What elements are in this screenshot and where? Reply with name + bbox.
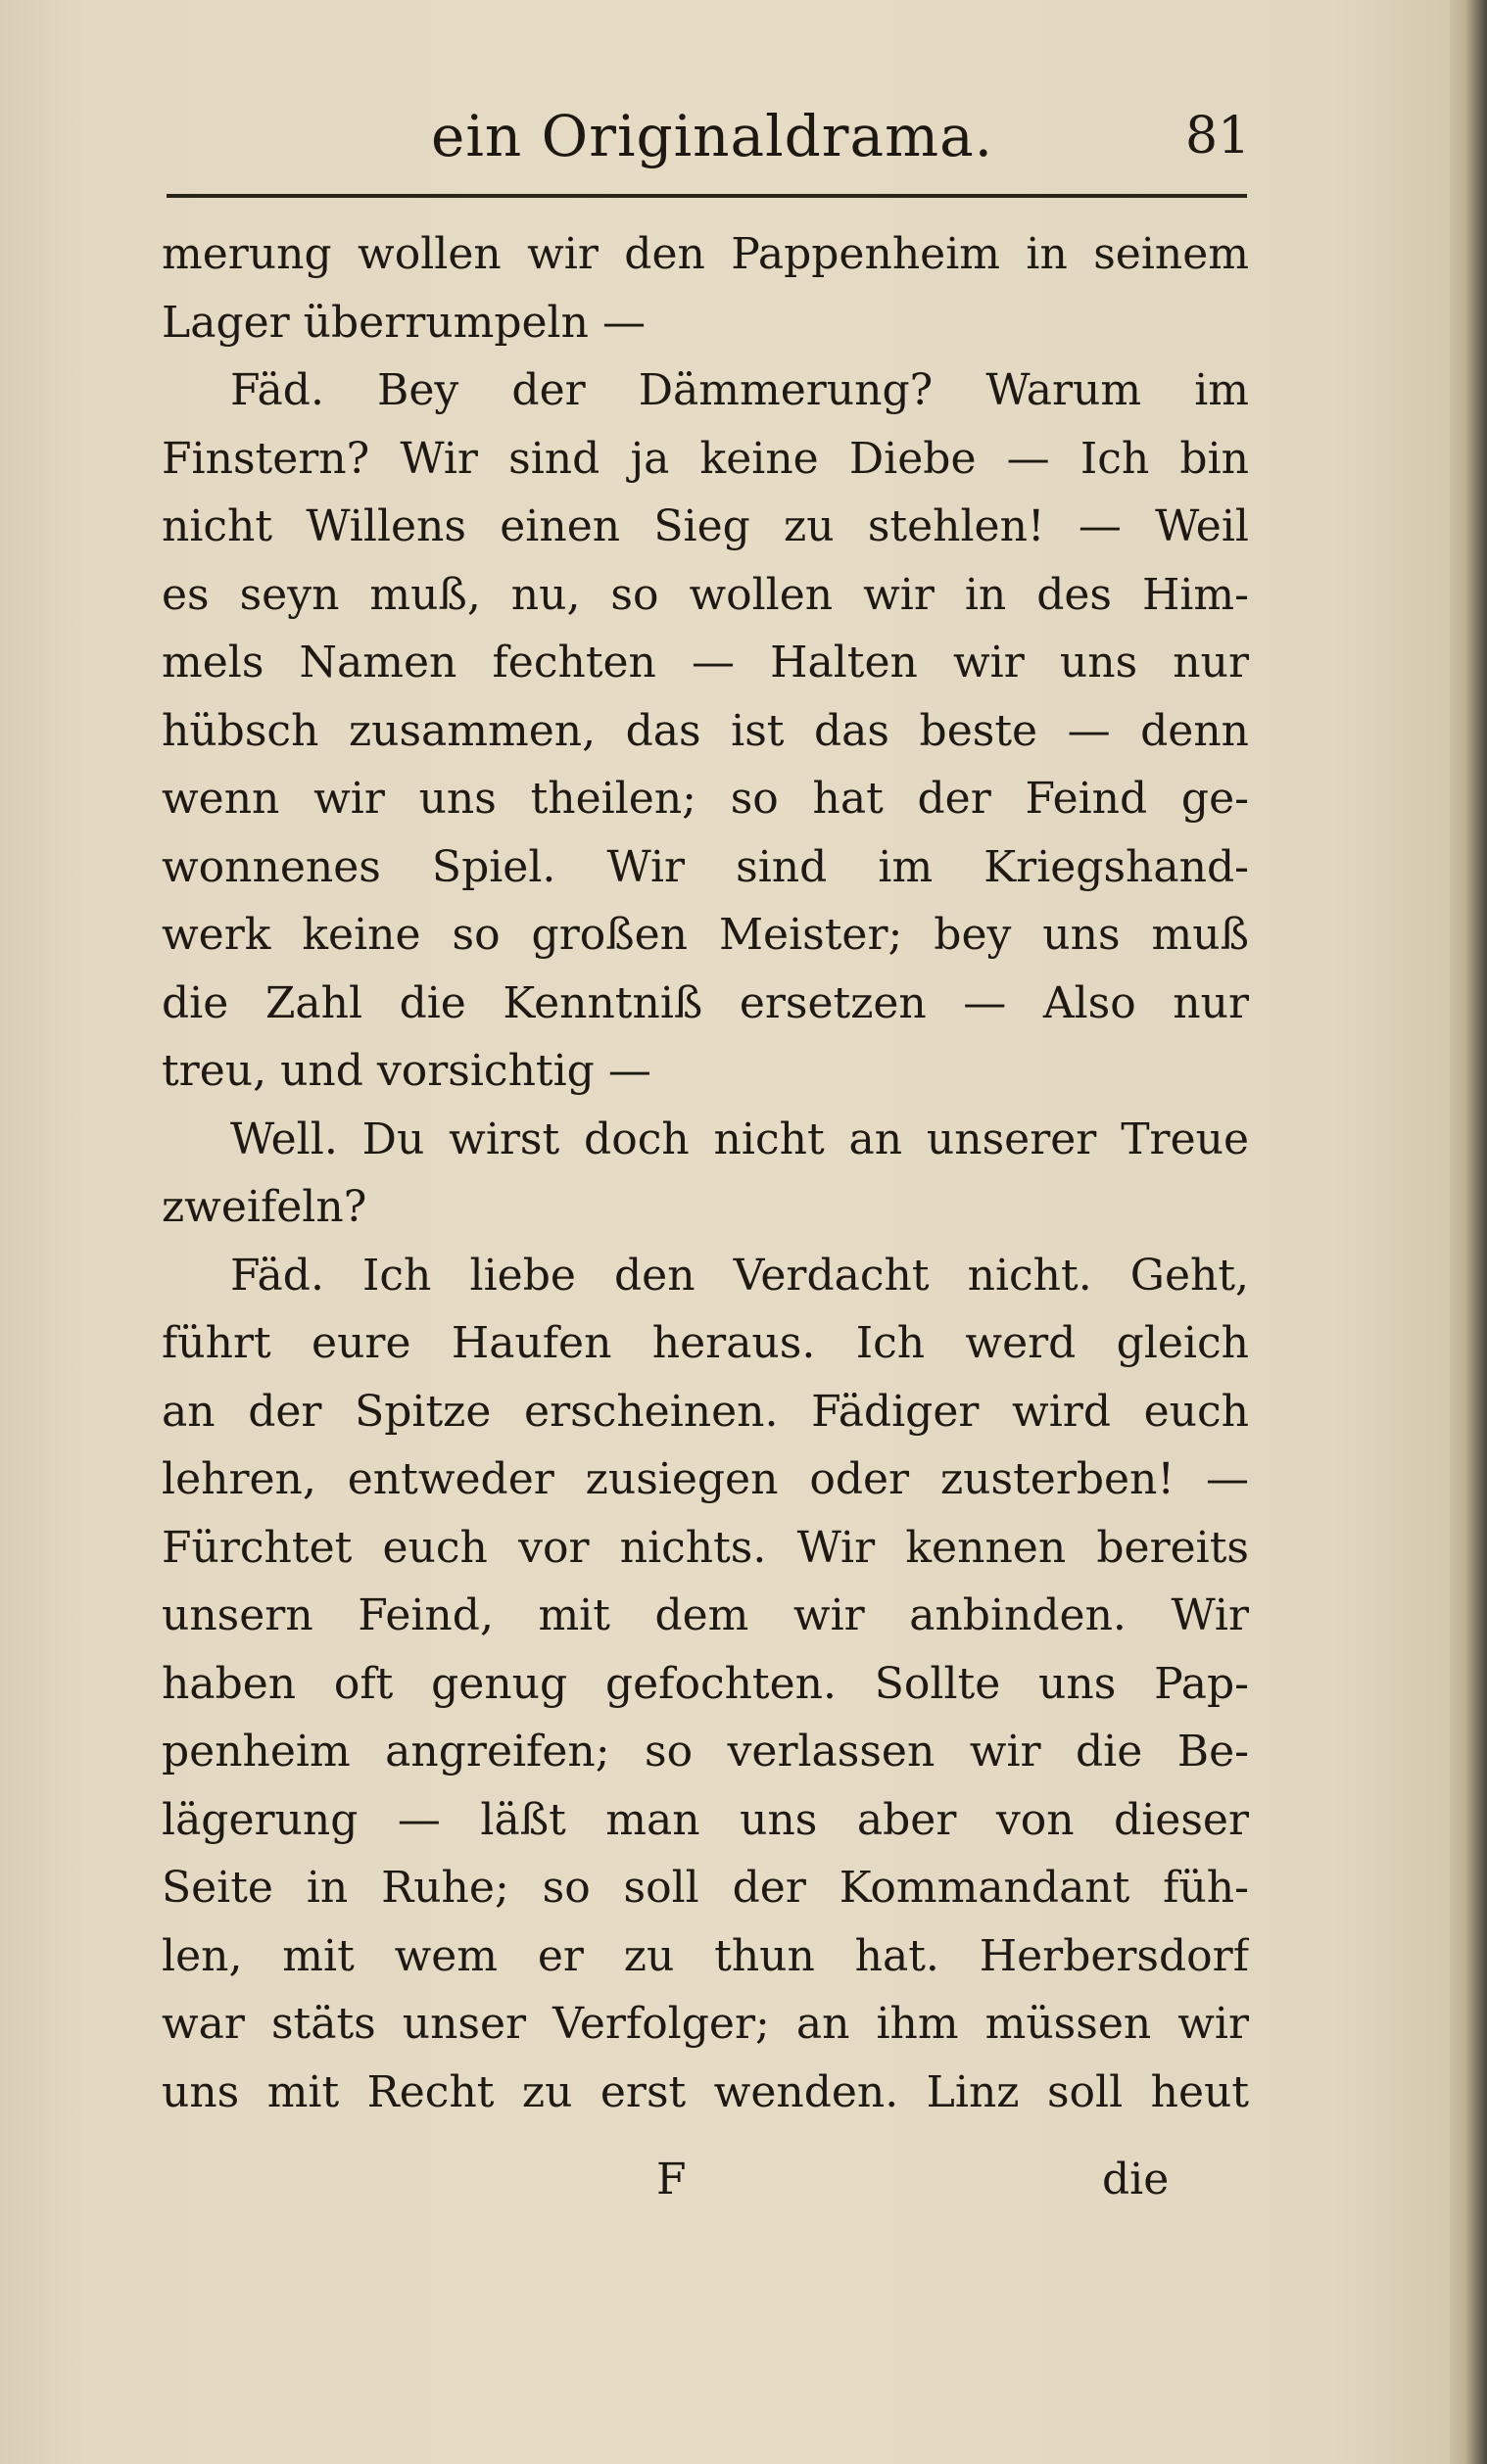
text-line: mels Namen fechten — Halten wir uns nur [162,638,1249,687]
text-line: an der Spitze erscheinen. Fädiger wird euch [162,1386,1249,1437]
text-line: lägerung — läßt man uns aber von dieser [162,1794,1249,1845]
page-number: 81 [1185,107,1251,166]
text-line: wonnenes Spiel. Wir sind im Kriegshand- [162,841,1249,892]
text-line: es seyn muß, nu, so wollen wir in des Him- [162,569,1249,620]
text-line: nicht Willens einen Sieg zu stehlen! — Weil [162,501,1249,551]
text-line: führt eure Haufen heraus. Ich werd gleich [162,1318,1249,1368]
text-line: Fürchtet euch vor nichts. Wir kennen bereits [162,1522,1249,1573]
text-line: uns mit Recht zu erst wenden. Linz soll heut [162,2066,1249,2117]
text-line: haben oft genug gefochten. Sollte uns Pap- [162,1658,1249,1709]
speaker-line: Fäd. Bey der Dämmerung? Warum im [230,365,1249,415]
text-line: hübsch zusammen, das ist das beste — denn [162,705,1249,756]
body-text [162,220,1249,2126]
speaker-line: Fäd. Ich liebe den Verdacht nicht. Geht, [230,1250,1249,1301]
text-line: Finstern? Wir sind ja keine Diebe — Ich bin [162,433,1249,484]
catchword: die [1102,2155,1170,2204]
text-line: treu, und vorsichtig — [162,1046,651,1096]
page-header [167,83,1251,191]
page-edge [1450,0,1487,2464]
text-line: Lager überrumpeln — [162,297,646,348]
header-rule [167,194,1247,198]
text-line: war stäts unser Verfolger; an ihm müssen wir [162,1999,1249,2049]
text-line: unsern Feind, mit dem wir anbinden. Wir [162,1590,1249,1640]
text-line: lehren, entweder zusiegen oder zusterben! — [162,1454,1249,1504]
running-title: ein Originaldrama. [431,103,994,169]
text-line: Seite in Ruhe; so soll der Kommandant füh- [162,1863,1249,1913]
text-line: die Zahl die Kenntniß ersetzen — Also nur [162,977,1249,1028]
text-line: penheim angreifen; so verlassen wir die Be- [162,1727,1249,1777]
speaker-line: Well. Du wirst doch nicht an unserer Treue [230,1114,1249,1164]
signature-mark: F [656,2155,687,2204]
text-line: wenn wir uns theilen; so hat der Feind ge- [162,774,1249,824]
text-line: zweifeln? [162,1182,367,1232]
text-line: werk keine so großen Meister; bey uns muß [162,910,1249,960]
text-line: merung wollen wir den Pappenheim in seinem [162,229,1249,279]
text-line: len, mit wem er zu thun hat. Herbersdorf [162,1930,1249,1981]
